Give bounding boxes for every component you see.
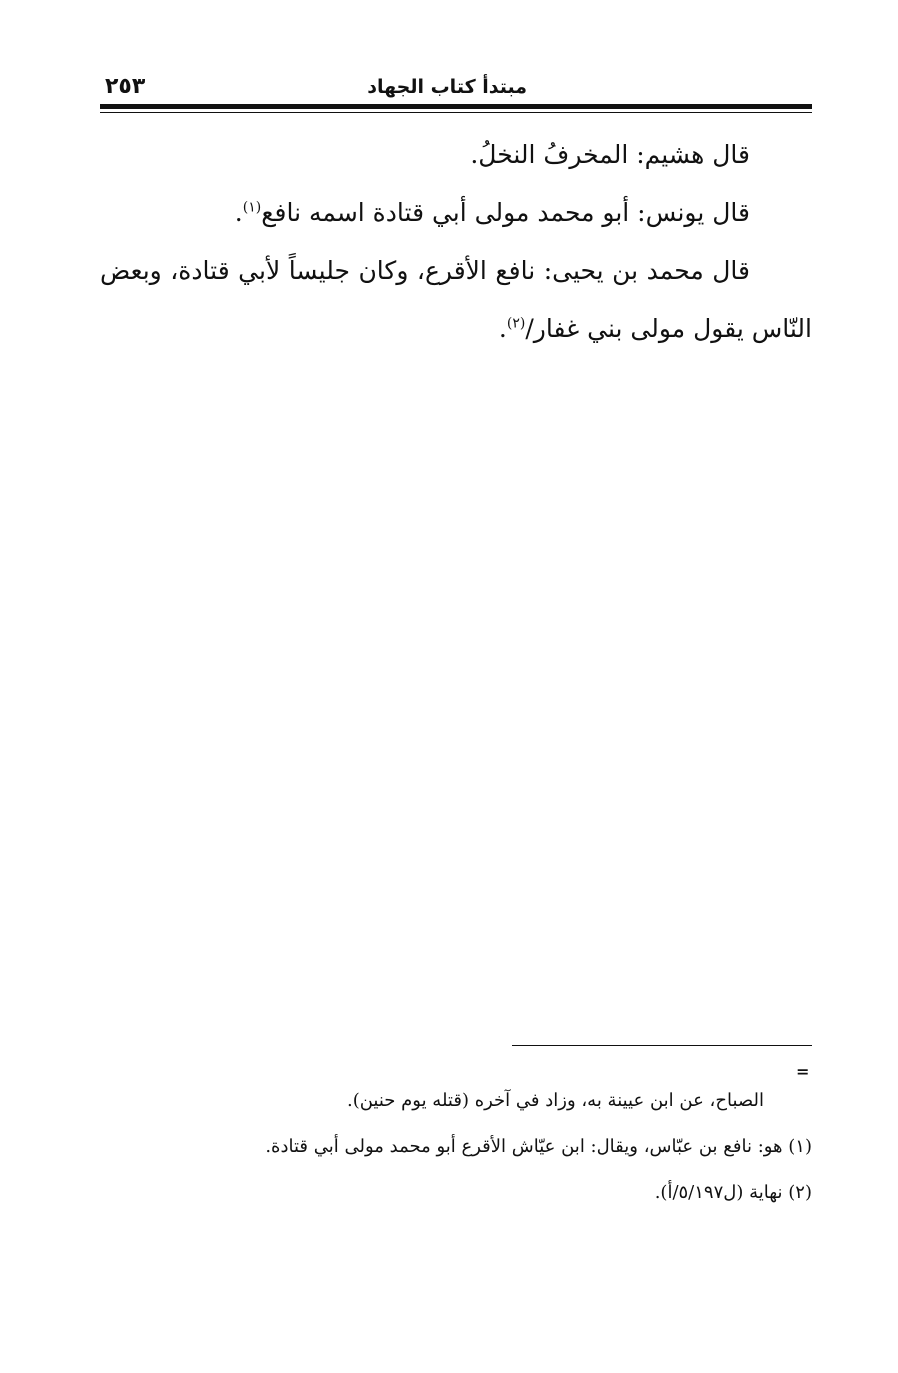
footnotes	[100, 1078, 812, 1216]
footnote-ref-1: (١)	[242, 199, 262, 216]
running-title: مبتدأ كتاب الجهاد	[367, 76, 527, 98]
header-rule-thin	[100, 112, 812, 113]
footnote-separator	[512, 1045, 812, 1046]
paragraph-hushaym: قال هشيم: المخرفُ النخلُ.	[470, 140, 750, 169]
paragraph-muhammad-ibn-yahya: قال محمد بن يحيى: نافع الأقرع، وكان جليساً لأبي قتادة، وبعض النّاس يقول مولى بني غفار/$^{(٢)}$.	[100, 256, 812, 343]
footnote-ref-2: (٢)	[506, 315, 526, 332]
page-header	[100, 72, 812, 102]
footnote-continuation-mark: =	[796, 1062, 810, 1081]
footnote-1: (١) هو: نافع بن عبّاس، ويقال: ابن عيّاش الأقرع أبو محمد مولى أبي قتادة.	[265, 1136, 812, 1157]
footnote-2: (٢) نهاية (ل٥/١٩٧/أ).	[654, 1182, 812, 1203]
footnote-continued: الصباح، عن ابن عيينة به، وزاد في آخره (قتله يوم حنين).	[346, 1090, 764, 1111]
header-rule-thick	[100, 104, 812, 109]
paragraph-yunus: قال يونس: أبو محمد مولى أبي قتادة اسمه نافع$^{(١)}$.	[234, 198, 750, 227]
page-number: ٢٥٣	[105, 74, 146, 99]
main-text	[100, 126, 812, 358]
